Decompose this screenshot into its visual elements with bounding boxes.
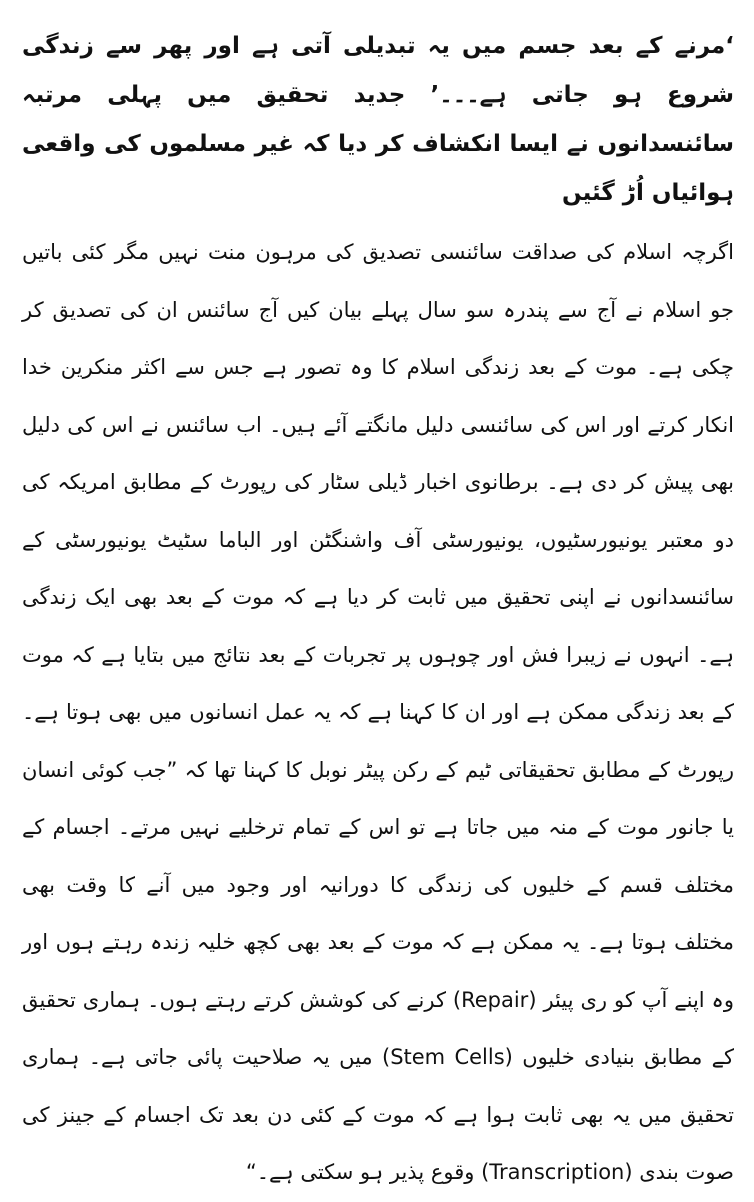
article-headline: ‘مرنے کے بعد جسم میں یہ تبدیلی آتی ہے اور پھر سے زندگی شروع ہو جاتی ہے۔۔۔’ جدید تحقیق میں پہلی مرتبہ سائنسدانوں نے ایسا انکشاف کر دیا کہ غیر مسلموں کی واقعی ہوائیاں اُڑ گئیں: [22, 33, 734, 206]
article-body: اگرچہ اسلام کی صداقت سائنسی تصدیق کی مرہون منت نہیں مگر کئی باتیں جو اسلام نے آج سے پندرہ سو سال پہلے بیان کیں آج سائنس ان کی تصدیق کر چکی ہے۔ موت کے بعد زندگی اسلام کا وہ تصور ہے جس سے اکثر منکرین خدا انکار کرتے اور اس کی سائنسی دلیل مانگتے آئے ہیں۔ اب سائنس نے اس کی دلیل بھی پیش کر دی ہے۔ برطانوی اخبار ڈیلی سٹار کی رپورٹ کے مطابق امریکہ کی دو معتبر یونیورسٹیوں، یونیورسٹی آف واشنگٹن اور الباما سٹیٹ یونیورسٹی کے سائنسدانوں نے اپنی تحقیق میں ثابت کر دیا ہے کہ موت کے بعد بھی ایک زندگی ہے۔ انہوں نے زیبرا فش اور چوہوں پر تجربات کے بعد نتائج میں بتایا ہے کہ موت کے بعد زندگی ممکن ہے اور ان کا کہنا ہے کہ یہ عمل انسانوں میں بھی ہوتا ہے۔ رپورٹ کے مطابق تحقیقاتی ٹیم کے رکن پیٹر نوبل کا کہنا تھا کہ ”جب کوئی انسان یا جانور موت کے منہ میں جاتا ہے تو اس کے تمام ترخلیے نہیں مرتے۔ اجسام کے مختلف قسم کے خلیوں کی زندگی کا دورانیہ اور وجود میں آنے کا وقت بھی مختلف ہوتا ہے۔ یہ ممکن ہے کہ موت کے بعد بھی کچھ خلیہ زندہ رہتے ہوں اور وہ اپنے آپ کو ری پیئر (Repair) کرنے کی کوشش کرتے رہتے ہوں۔ ہماری تحقیق کے مطابق بنیادی خلیوں (Stem Cells) میں یہ صلاحیت پائی جاتی ہے۔ ہماری تحقیق میں یہ بھی ثابت ہوا ہے کہ موت کے کئی دن بعد تک اجسام کے جینز کی صوت بندی (Transcription) وقوع پذیر ہو سکتی ہے۔“: [22, 240, 734, 1184]
